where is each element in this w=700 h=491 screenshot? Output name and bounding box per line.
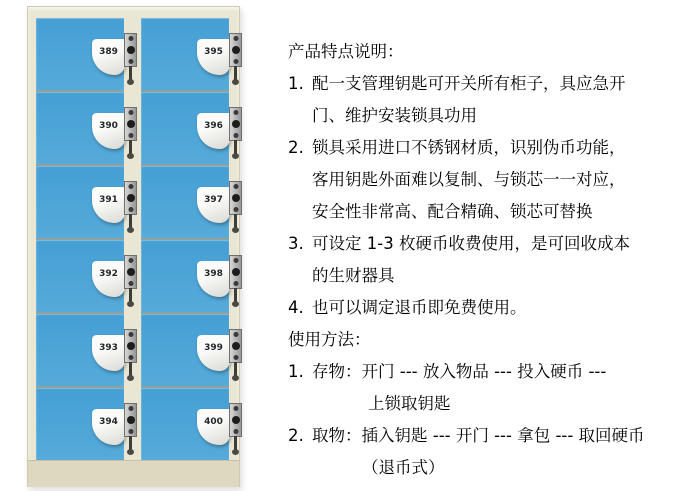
locker-door [36,240,124,314]
lock-plate [124,107,137,141]
number-tag [197,39,230,75]
screw-icon [233,36,238,41]
door-grid [36,18,229,460]
lock-plate [229,181,242,215]
screw-icon [233,355,238,360]
locker-column-left [36,18,124,460]
screw-icon [233,59,238,64]
lock-plate [124,329,137,363]
lock-assembly [92,181,139,237]
locker-number: 396 [204,121,223,131]
keyhole-icon [127,268,135,276]
lock-plate [124,403,137,437]
screw-icon [233,133,238,138]
feature-text: 也可以调定退币即免费使用。 [312,298,527,317]
locker-door [36,92,124,166]
lock-assembly [92,107,139,163]
hanging-key-icon [234,66,237,81]
lock-assembly [92,329,139,385]
screw-icon [128,133,133,138]
keyhole-icon [127,416,135,424]
feature-text: 客用钥匙外面难以复制、与锁芯一一对应， [312,170,626,189]
keyhole-icon [127,194,135,202]
item-number: 2. [288,138,304,157]
screw-icon [233,281,238,286]
keyhole-icon [127,120,135,128]
item-number: 4. [288,298,304,317]
keyhole-icon [232,194,240,202]
screw-icon [233,429,238,434]
locker-door [36,388,124,460]
lock-assembly [92,403,139,459]
locker-number: 393 [99,343,118,353]
keyhole-icon [232,342,240,350]
screw-icon [233,110,238,115]
screw-icon [128,406,133,411]
item-number: 2. [288,426,304,445]
features-title: 产品特点说明： [288,42,404,61]
screw-icon [128,59,133,64]
lock-plate [229,255,242,289]
lock-plate [229,329,242,363]
hanging-key-icon [234,362,237,377]
screw-icon [233,332,238,337]
locker-number: 390 [99,121,118,131]
hanging-key-icon [129,140,132,155]
screw-icon [128,36,133,41]
locker-door [141,314,229,388]
lock-plate [229,33,242,67]
feature-text: 锁具采用进口不锈钢材质，识别伪币功能， [312,138,626,157]
usage-text: 取物：插入钥匙 --- 开门 --- 拿包 --- 取回硬币 [312,426,645,445]
lock-assembly [197,329,244,385]
feature-item-2 [288,132,694,228]
locker-number: 400 [204,417,223,427]
screw-icon [128,258,133,263]
keyhole-icon [232,120,240,128]
feature-item-3 [288,228,694,292]
cabinet-base [28,460,239,487]
lock-assembly [197,403,244,459]
screw-icon [128,355,133,360]
lock-plate [229,403,242,437]
locker-door [141,18,229,92]
screw-icon [233,258,238,263]
keyhole-icon [127,46,135,54]
locker-number: 398 [204,269,223,279]
locker-column-right [141,18,229,460]
lock-plate [124,33,137,67]
screw-icon [128,184,133,189]
usage-item-2 [288,420,694,484]
hanging-key-icon [129,362,132,377]
number-tag [197,187,230,223]
locker-number: 392 [99,269,118,279]
locker-door [141,166,229,240]
usage-text-continuation: 上锁取钥匙 [368,394,451,413]
number-tag [92,409,125,445]
lock-assembly [92,255,139,311]
number-tag [92,187,125,223]
feature-text: 的生财器具 [312,266,395,285]
number-tag [197,335,230,371]
locker-door [141,92,229,166]
screw-icon [233,406,238,411]
lock-assembly [197,33,244,89]
number-tag [197,261,230,297]
hanging-key-icon [129,288,132,303]
hanging-key-icon [234,214,237,229]
locker-number: 399 [204,343,223,353]
number-tag [92,261,125,297]
item-number: 1. [288,362,304,381]
screw-icon [233,207,238,212]
usage-text: 存物：开门 --- 放入物品 --- 投入硬币 --- [312,362,607,381]
lock-plate [124,255,137,289]
keyhole-icon [232,268,240,276]
keyhole-icon [232,416,240,424]
locker-number: 389 [99,47,118,57]
feature-item-1 [288,68,694,132]
locker-door [141,388,229,460]
keyhole-icon [232,46,240,54]
hanging-key-icon [129,436,132,451]
number-tag [92,335,125,371]
locker-door [36,18,124,92]
number-tag [92,39,125,75]
keyhole-icon [127,342,135,350]
locker-door [141,240,229,314]
lock-assembly [197,255,244,311]
locker-number: 394 [99,417,118,427]
feature-text: 可设定 1-3 枚硬币收费使用，是可回收成本 [312,234,630,253]
hanging-key-icon [234,288,237,303]
hanging-key-icon [234,140,237,155]
number-tag [92,113,125,149]
locker-number: 395 [204,47,223,57]
screw-icon [128,110,133,115]
lock-assembly [197,181,244,237]
screw-icon [128,207,133,212]
item-number: 1. [288,74,304,93]
usage-title: 使用方法： [288,330,371,349]
locker-door [36,314,124,388]
feature-text: 配一支管理钥匙可开关所有柜子，具应急开 [312,74,626,93]
lock-plate [124,181,137,215]
locker-number: 397 [204,195,223,205]
lock-plate [229,107,242,141]
feature-text: 门、维护安装锁具功用 [312,106,477,125]
hanging-key-icon [234,436,237,451]
lock-assembly [197,107,244,163]
screw-icon [233,184,238,189]
screw-icon [128,429,133,434]
feature-item-4 [288,292,694,324]
hanging-key-icon [129,66,132,81]
usage-item-1 [288,356,694,420]
number-tag [197,113,230,149]
feature-text: 安全性非常高、配合精确、锁芯可替换 [312,202,593,221]
description-panel [288,36,694,484]
lock-assembly [92,33,139,89]
locker-number: 391 [99,195,118,205]
screw-icon [128,332,133,337]
screw-icon [128,281,133,286]
hanging-key-icon [129,214,132,229]
usage-text-continuation: （退币式） [362,458,445,477]
number-tag [197,409,230,445]
locker-cabinet-photo [27,6,240,487]
locker-door [36,166,124,240]
item-number: 3. [288,234,304,253]
